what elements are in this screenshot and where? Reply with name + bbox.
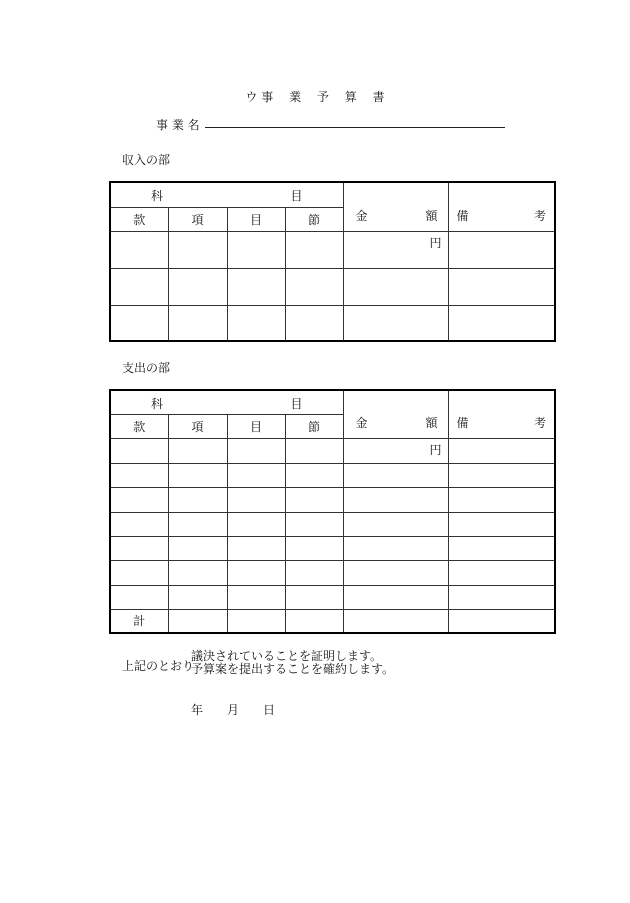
expense-amount-header xyxy=(343,390,448,438)
amount-label-left: 金 xyxy=(355,416,368,431)
income-row xyxy=(110,268,555,305)
amount-cell[interactable] xyxy=(343,487,448,512)
col-kou: 項 xyxy=(168,414,227,438)
expense-total-row xyxy=(110,609,555,633)
remarks-cell[interactable] xyxy=(448,463,555,487)
remarks-cell[interactable] xyxy=(448,305,555,341)
cell[interactable] xyxy=(227,231,285,268)
cell[interactable] xyxy=(110,231,168,268)
col-kan: 款 xyxy=(110,207,168,231)
remarks-label-right: 考 xyxy=(533,416,546,431)
amount-cell[interactable]: 円 xyxy=(343,231,448,268)
income-row xyxy=(110,305,555,341)
cell[interactable] xyxy=(285,609,343,633)
cell[interactable] xyxy=(168,512,227,536)
expense-row xyxy=(110,463,555,487)
income-remarks-header xyxy=(448,182,555,231)
income-row xyxy=(110,231,555,268)
amount-cell[interactable]: 円 xyxy=(343,438,448,463)
income-table xyxy=(109,181,556,342)
certification-prefix: 上記のとおり xyxy=(122,659,195,673)
expense-section-heading: 支出の部 xyxy=(122,361,171,375)
certification-line-1: 議決されていることを証明します。 xyxy=(191,649,383,663)
expense-row xyxy=(110,536,555,560)
income-amount-header xyxy=(343,182,448,231)
project-name-label: 事 業 名 xyxy=(156,118,200,132)
cell[interactable] xyxy=(110,268,168,305)
total-label: 計 xyxy=(110,609,168,633)
cell[interactable] xyxy=(227,585,285,609)
remarks-cell[interactable] xyxy=(448,487,555,512)
amount-label-right: 額 xyxy=(425,208,438,223)
cell[interactable] xyxy=(285,268,343,305)
cell[interactable] xyxy=(110,487,168,512)
cell[interactable] xyxy=(168,560,227,585)
cell[interactable] xyxy=(110,560,168,585)
expense-kamoku-header xyxy=(110,390,343,414)
document-title: ウ 事 業 予 算 書 xyxy=(245,90,385,104)
certification-statements xyxy=(191,650,394,676)
amount-cell[interactable] xyxy=(343,560,448,585)
cell[interactable] xyxy=(285,512,343,536)
cell[interactable] xyxy=(227,560,285,585)
expense-header-row xyxy=(110,390,555,414)
remarks-cell[interactable] xyxy=(448,560,555,585)
cell[interactable] xyxy=(168,585,227,609)
col-setsu: 節 xyxy=(285,207,343,231)
cell[interactable] xyxy=(168,609,227,633)
cell[interactable] xyxy=(227,536,285,560)
cell[interactable] xyxy=(227,268,285,305)
total-amount-cell[interactable] xyxy=(343,609,448,633)
remarks-cell[interactable] xyxy=(448,609,555,633)
amount-label-left: 金 xyxy=(355,208,368,223)
cell[interactable] xyxy=(168,438,227,463)
cell[interactable] xyxy=(285,231,343,268)
certification-line-2: 予算案を提出することを確約します。 xyxy=(191,662,395,676)
cell[interactable] xyxy=(285,438,343,463)
kamoku-left-label: 科 xyxy=(151,397,164,411)
expense-row xyxy=(110,560,555,585)
remarks-cell[interactable] xyxy=(448,268,555,305)
remarks-label-right: 考 xyxy=(533,208,546,223)
cell[interactable] xyxy=(227,438,285,463)
expense-row xyxy=(110,585,555,609)
project-name-field[interactable] xyxy=(205,127,505,128)
remarks-cell[interactable] xyxy=(448,512,555,536)
cell[interactable] xyxy=(110,305,168,341)
cell[interactable] xyxy=(285,463,343,487)
income-section-heading: 収入の部 xyxy=(122,153,171,167)
cell[interactable] xyxy=(285,536,343,560)
amount-cell[interactable] xyxy=(343,512,448,536)
col-setsu: 節 xyxy=(285,414,343,438)
remarks-cell[interactable] xyxy=(448,231,555,268)
cell[interactable] xyxy=(110,463,168,487)
cell[interactable] xyxy=(285,585,343,609)
cell[interactable] xyxy=(168,536,227,560)
expense-remarks-header xyxy=(448,390,555,438)
kamoku-right-label: 目 xyxy=(290,397,303,411)
remarks-label-left: 備 xyxy=(456,208,469,223)
col-kan: 款 xyxy=(110,414,168,438)
col-moku: 目 xyxy=(227,414,285,438)
cell[interactable] xyxy=(110,438,168,463)
expense-row xyxy=(110,487,555,512)
amount-label-right: 額 xyxy=(425,416,438,431)
col-kou: 項 xyxy=(168,207,227,231)
cell[interactable] xyxy=(227,463,285,487)
date-line: 年 月 日 xyxy=(191,703,276,717)
cell[interactable] xyxy=(168,231,227,268)
remarks-cell[interactable] xyxy=(448,438,555,463)
amount-cell[interactable] xyxy=(343,536,448,560)
remarks-cell[interactable] xyxy=(448,585,555,609)
cell[interactable] xyxy=(227,487,285,512)
kamoku-right-label: 目 xyxy=(290,189,303,203)
kamoku-left-label: 科 xyxy=(151,189,164,203)
cell[interactable] xyxy=(227,512,285,536)
cell[interactable] xyxy=(168,463,227,487)
cell[interactable] xyxy=(285,560,343,585)
remarks-label-left: 備 xyxy=(456,416,469,431)
expense-row xyxy=(110,512,555,536)
amount-cell[interactable] xyxy=(343,305,448,341)
cell[interactable] xyxy=(227,609,285,633)
cell[interactable] xyxy=(227,305,285,341)
amount-cell[interactable] xyxy=(343,268,448,305)
col-moku: 目 xyxy=(227,207,285,231)
amount-cell[interactable] xyxy=(343,585,448,609)
cell[interactable] xyxy=(110,536,168,560)
expense-row xyxy=(110,438,555,463)
cell[interactable] xyxy=(110,512,168,536)
income-header-row xyxy=(110,182,555,207)
expense-table xyxy=(109,389,556,634)
cell[interactable] xyxy=(168,305,227,341)
income-kamoku-header xyxy=(110,182,343,207)
cell[interactable] xyxy=(168,268,227,305)
remarks-cell[interactable] xyxy=(448,536,555,560)
cell[interactable] xyxy=(110,585,168,609)
cell[interactable] xyxy=(168,487,227,512)
cell[interactable] xyxy=(285,305,343,341)
amount-cell[interactable] xyxy=(343,463,448,487)
cell[interactable] xyxy=(285,487,343,512)
